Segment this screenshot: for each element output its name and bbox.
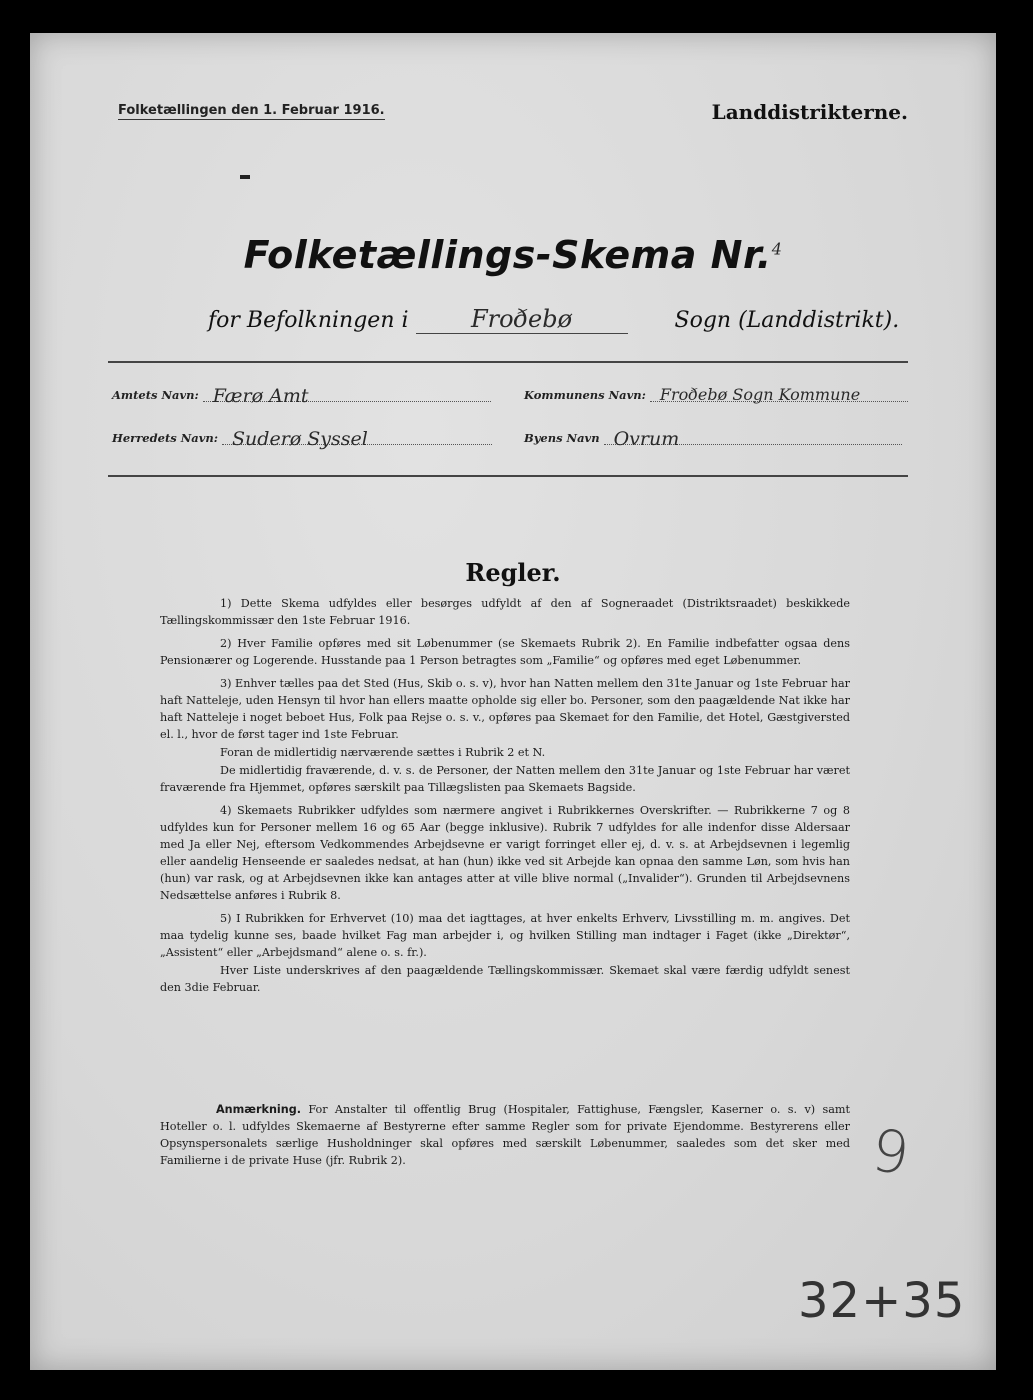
rule-paragraph: De midlertidig fraværende, d. v. s. de Personer, der Natten mellem den 31te Januar og 1ste Februar har været fraværende fra Hjemmet, opføres særskilt paa Tillægslisten paa Skemaets Bagside. bbox=[160, 764, 850, 794]
parish-suffix: Sogn (Landdistrikt). bbox=[674, 308, 900, 333]
amt-value-handwritten: Færø Amt bbox=[212, 385, 309, 407]
form-title-text: Folketællings-Skema Nr. bbox=[243, 233, 772, 277]
bottom-rule bbox=[108, 475, 908, 477]
rule-paragraph: 2) Hver Familie opføres med sit Løbenummer (se Skemaets Rubrik 2). En Familie indbefatter ogsaa dens Pensionærer og Logerende. Husstande paa 1 Person betragtes som „Familie“ og opføres med eget Løbenummer. bbox=[160, 637, 850, 667]
rule-paragraph: 3) Enhver tælles paa det Sted (Hus, Skib o. s. v), hvor han Natten mellem den 31te Januar og 1ste Februar har haft Natteleje, uden Hensyn til hvor han ellers maatte opholde sig eller bo. Personer, som den paagældende Nat ikke har haft Natteleje i noget beboet Hus, Folk paa Rejse o. s. v., opføres paa Skemaet for den Familie, det Hotel, Gæstgiversted el. l., hvor de først tager ind 1ste Februar. bbox=[160, 677, 850, 741]
parish-blank bbox=[416, 305, 628, 334]
district-type-header: Landdistrikterne. bbox=[711, 100, 908, 124]
parish-prefix: for Befolkningen i bbox=[208, 308, 409, 333]
amt-label: Amtets Navn: bbox=[112, 388, 199, 402]
parish-name-handwritten: Froðebø bbox=[470, 305, 573, 333]
remark-block bbox=[160, 1101, 850, 1169]
rule-paragraph: 4) Skemaets Rubrikker udfyldes som nærmere angivet i Rubrikkernes Overskrifter. — Rubrikkerne 7 og 8 udfyldes kun for Personer mellem 16 og 65 Aar (begge inklusive). Rubrik 7 udfyldes for alle indenfor disse Aldersaar med Ja eller Nej, eftersom Vedkommendes Arbejdsevne er varigt forringet eller ej, d. v. s. at Arbejdsevnen i legemlig eller aandelig Henseende er saaledes nedsat, at han (hun) ikke ved sit Arbejde kan opnaa den samme Løn, som hvis han (hun) var rask, og at Arbejdsevnen ikke kan antages atter at ville blive normal („Invalider“). Grunden til Arbejdsevnens Nedsættelse anføres i Rubrik 8. bbox=[160, 804, 850, 902]
kommune-label: Kommunens Navn: bbox=[524, 388, 646, 402]
by-label: Byens Navn bbox=[524, 431, 600, 445]
remark-text: For Anstalter til offentlig Brug (Hospitaler, Fattighuse, Fængsler, Kaserner o. s. v) samt Hoteller o. l. udfyldes Skemaerne af Bestyrerne efter samme Regler som for private Ejendomme. Bestyrerens eller Opsynspersonalets særlige Husholdninger skal opføres med særskilt Løbenummer, saaledes som det sker med Familierne i de private Huse (jfr. Rubrik 2). bbox=[160, 1103, 850, 1167]
form-title bbox=[30, 233, 996, 277]
document-sheet bbox=[30, 33, 996, 1370]
by-field bbox=[524, 428, 902, 450]
rule-paragraph: Foran de midlertidig nærværende sættes i Rubrik 2 et N. bbox=[220, 746, 546, 759]
form-number-handwritten: 4 bbox=[771, 239, 783, 259]
remark-label: Anmærkning. bbox=[216, 1103, 301, 1116]
amt-field bbox=[112, 385, 491, 407]
rule-paragraph: 5) I Rubrikken for Erhvervet (10) maa det iagttages, at hver enkelts Erhverv, Livsstilling m. m. angives. Det maa tydelig kunne ses, baade hvilket Fag man arbejder i, og hvilken Stilling man indtager i Faget (ikke „Direktør“, „Assistent“ eller „Arbejdsmand“ alene o. s. fr.). bbox=[160, 912, 850, 959]
kommune-value-handwritten: Froðebø Sogn Kommune bbox=[659, 385, 861, 404]
rule-paragraph: 1) Dette Skema udfyldes eller besørges udfyldt af den af Sogneraadet (Distriktsraadet) beskikkede Tællingskommissær den 1ste Februar 1916. bbox=[160, 597, 850, 627]
herred-label: Herredets Navn: bbox=[112, 431, 219, 445]
parish-line bbox=[208, 305, 899, 334]
rules-heading: Regler. bbox=[465, 558, 561, 587]
dash-mark bbox=[240, 175, 250, 179]
kommune-field bbox=[524, 385, 908, 402]
rules-body bbox=[160, 595, 850, 997]
rule-paragraph: Hver Liste underskrives af den paagældende Tællingskommissær. Skemaet skal være færdig udfyldt senest den 3die Februar. bbox=[160, 964, 850, 994]
by-value-handwritten: Ovrum bbox=[613, 428, 680, 450]
handwritten-bottom-mark: 32+35 bbox=[798, 1273, 966, 1329]
herred-field bbox=[112, 428, 492, 450]
handwritten-side-mark: 9 bbox=[867, 1115, 914, 1189]
census-date-header: Folketællingen den 1. Februar 1916. bbox=[118, 103, 385, 118]
top-rule bbox=[108, 361, 908, 363]
herred-value-handwritten: Suderø Syssel bbox=[232, 428, 368, 450]
